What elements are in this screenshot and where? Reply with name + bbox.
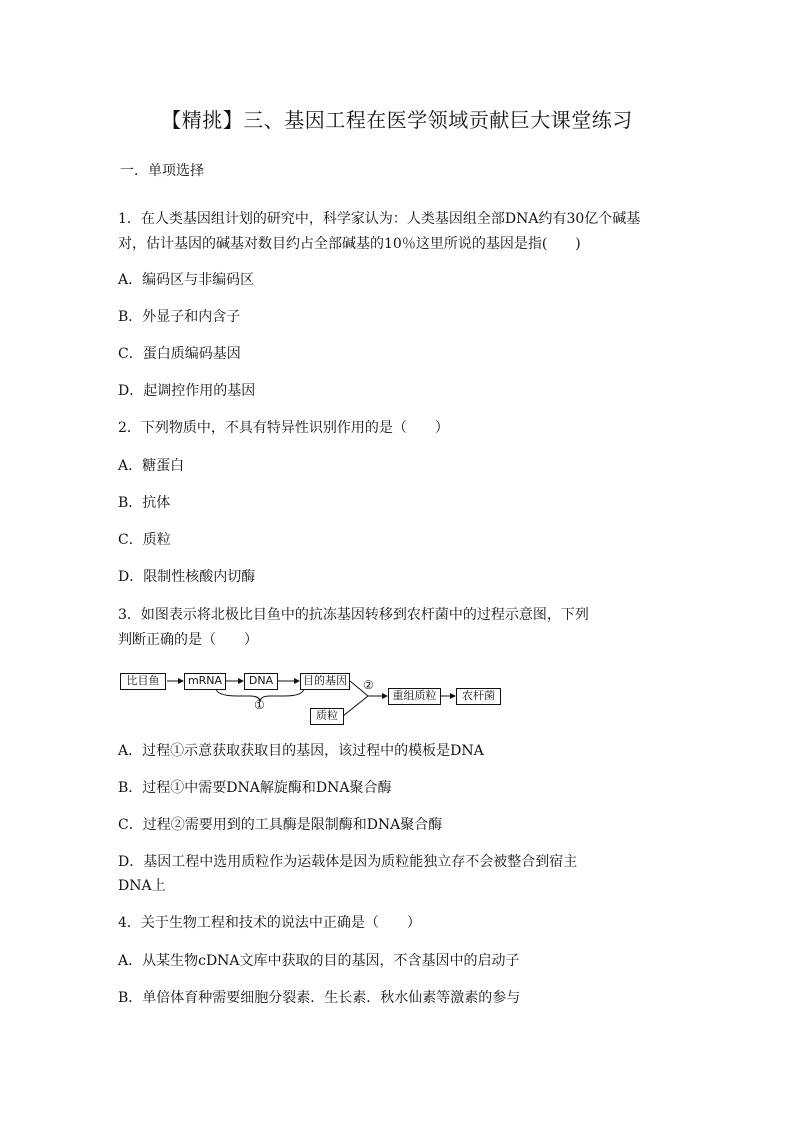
question-1-option-c: C．蛋白质编码基因 [118,346,241,362]
question-4-option-a: A．从某生物cDNA文库中获取的目的基因，不含基因中的启动子 [118,953,520,969]
question-2-stem: 2．下列物质中，不具有特异性识别作用的是（ ） [118,420,449,436]
question-3-line1: 3．如图表示将北极比目鱼中的抗冻基因转移到农杆菌中的过程示意图，下列 [118,607,589,623]
question-3-option-b: B．过程①中需要DNA解旋酶和DNA聚合酶 [118,780,392,796]
question-3-option-d-line1: D．基因工程中选用质粒作为运载体是因为质粒能独立存不会被整合到宿主 [118,854,578,870]
question-1-option-b: B．外显子和内含子 [118,309,241,325]
process-diagram [118,664,518,726]
question-3-option-a: A．过程①示意获取获取目的基因，该过程中的模板是DNA [118,743,484,759]
question-1-option-a: A．编码区与非编码区 [118,272,255,288]
question-2-option-c: C．质粒 [118,532,171,548]
question-2-option-d: D．限制性核酸内切酶 [118,569,256,585]
diagram-step-1: ① [254,698,265,712]
question-3-option-c: C．过程②需要用到的工具酶是限制酶和DNA聚合酶 [118,817,443,833]
page-title: 【精挑】三、基因工程在医学领域贡献巨大课堂练习 [161,108,633,132]
diagram-step-2: ② [363,678,374,692]
diagram-node-recombinant-plasmid: 重组质粒 [388,688,441,705]
diagram-node-target-gene: 目的基因 [300,673,350,690]
question-2-option-b: B．抗体 [118,495,171,511]
section-heading: 一．单项选择 [120,163,204,179]
question-2-option-a: A．糖蛋白 [118,458,185,474]
question-1-line2: 对，估计基因的碱基对数目约占全部碱基的10％这里所说的基因是指( ) [118,236,581,252]
diagram-node-dna: DNA [244,673,278,690]
diagram-node-plasmid: 质粒 [310,708,344,725]
question-1-line1: 1．在人类基因组计划的研究中，科学家认为：人类基因组全部DNA约有30亿个碱基 [118,211,641,227]
diagram-node-agrobacterium: 农杆菌 [456,688,501,705]
question-3-option-d-line2: DNA上 [118,878,166,894]
question-4-option-b: B．单倍体育种需要细胞分裂素．生长素．秋水仙素等激素的参与 [118,990,521,1006]
question-4-stem: 4．关于生物工程和技术的说法中正确是（ ） [118,915,421,931]
diagram-node-fish: 比目鱼 [120,673,166,690]
question-3-line2: 判断正确的是（ ） [118,632,258,648]
question-1-option-d: D．起调控作用的基因 [118,383,256,399]
diagram-node-mrna: mRNA [184,673,226,690]
